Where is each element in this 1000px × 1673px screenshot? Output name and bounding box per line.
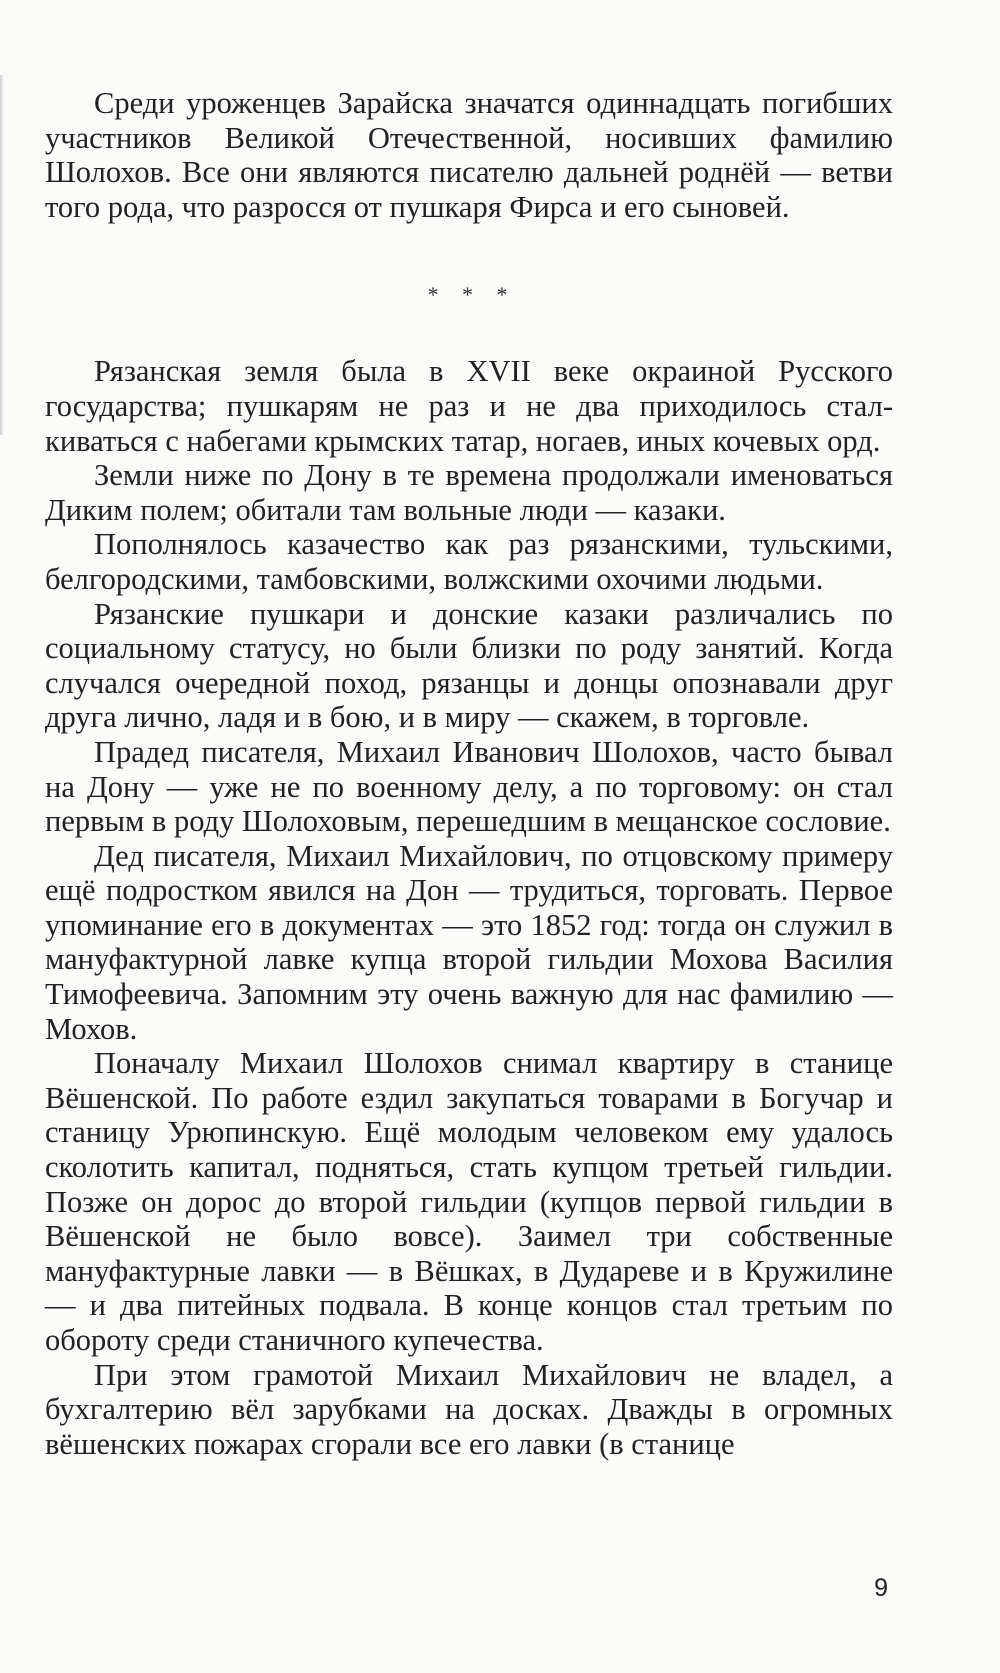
paragraph-4: Пополнялось казачество как раз рязанскими, тульскими, белгородскими, тамбовскими, волжскими охочими людьми. <box>45 527 893 596</box>
section-separator: * * * <box>427 282 517 308</box>
paragraph-5: Рязанские пушкари и донские казаки различались по социальному статусу, но были близки по роду занятий. Когда случался очередной поход, рязанцы и донцы опознавали друг друга лично, ладя и в бою, и в миру — скажем, в торговле. <box>45 596 893 735</box>
paragraph-3: Земли ниже по Дону в те времена продолжали именоваться Диким полем; обитали там вольные люди — казаки. <box>45 458 893 527</box>
paragraph-1: Среди уроженцев Зарайска значатся одиннадцать погибших участников Великой Отечественной, носивших фамилию Шолохов. Все они являются писателю дальней роднёй — ветви того рода, что разросся от пушкаря Фирса и его сыновей. <box>45 86 893 224</box>
paragraph-7: Дед писателя, Михаил Михайлович, по отцовскому примеру ещё подростком явился на Дон — трудиться, торговать. Первое упоминание его в документах — это 1852 год: тогда он служил в мануфактурной лавке купца второй гильдии Мохова Василия Тимофеевича. Запомним эту очень важную для нас фамилию — Мохов. <box>45 838 893 1046</box>
page-number: 9 <box>874 1574 888 1602</box>
paragraph-6: Прадед писателя, Михаил Иванович Шолохов, часто бывал на Дону — уже не по военному делу, а по торговому: он стал первым в роду Шолоховым, перешедшим в мещанское сословие. <box>45 734 893 839</box>
page-edge-shadow <box>0 75 4 435</box>
paragraph-9: При этом грамотой Михаил Михайлович не владел, а бухгалтерию вёл зарубками на досках. Дважды в огромных вёшенских пожарах сгорали все его лавки (в станице <box>45 1357 893 1461</box>
paragraph-8: Поначалу Михаил Шолохов снимал квартиру в станице Вёшенской. По работе ездил закупаться товарами в Богучар и станицу Урюпинскую. Ещё молодым человеком ему удалось сколотить капитал, подняться, стать купцом третьей гильдии. Позже он дорос до второй гильдии (купцов первой гильдии в Вёшенской не было вовсе). Заимел три собственные мануфактурные лавки — в Вёшках, в Дудареве и в Кружилине — и два питейных подвала. В конце концов стал третьим по обороту среди станичного купечества. <box>45 1046 893 1357</box>
page-text <box>45 86 893 1461</box>
paragraph-2: Рязанская земля была в XVII веке окраиной Русского государства; пушкарям не раз и не два приходилось сталкиваться с набегами крымских татар, ногаев, иных кочевых орд. <box>45 354 893 458</box>
